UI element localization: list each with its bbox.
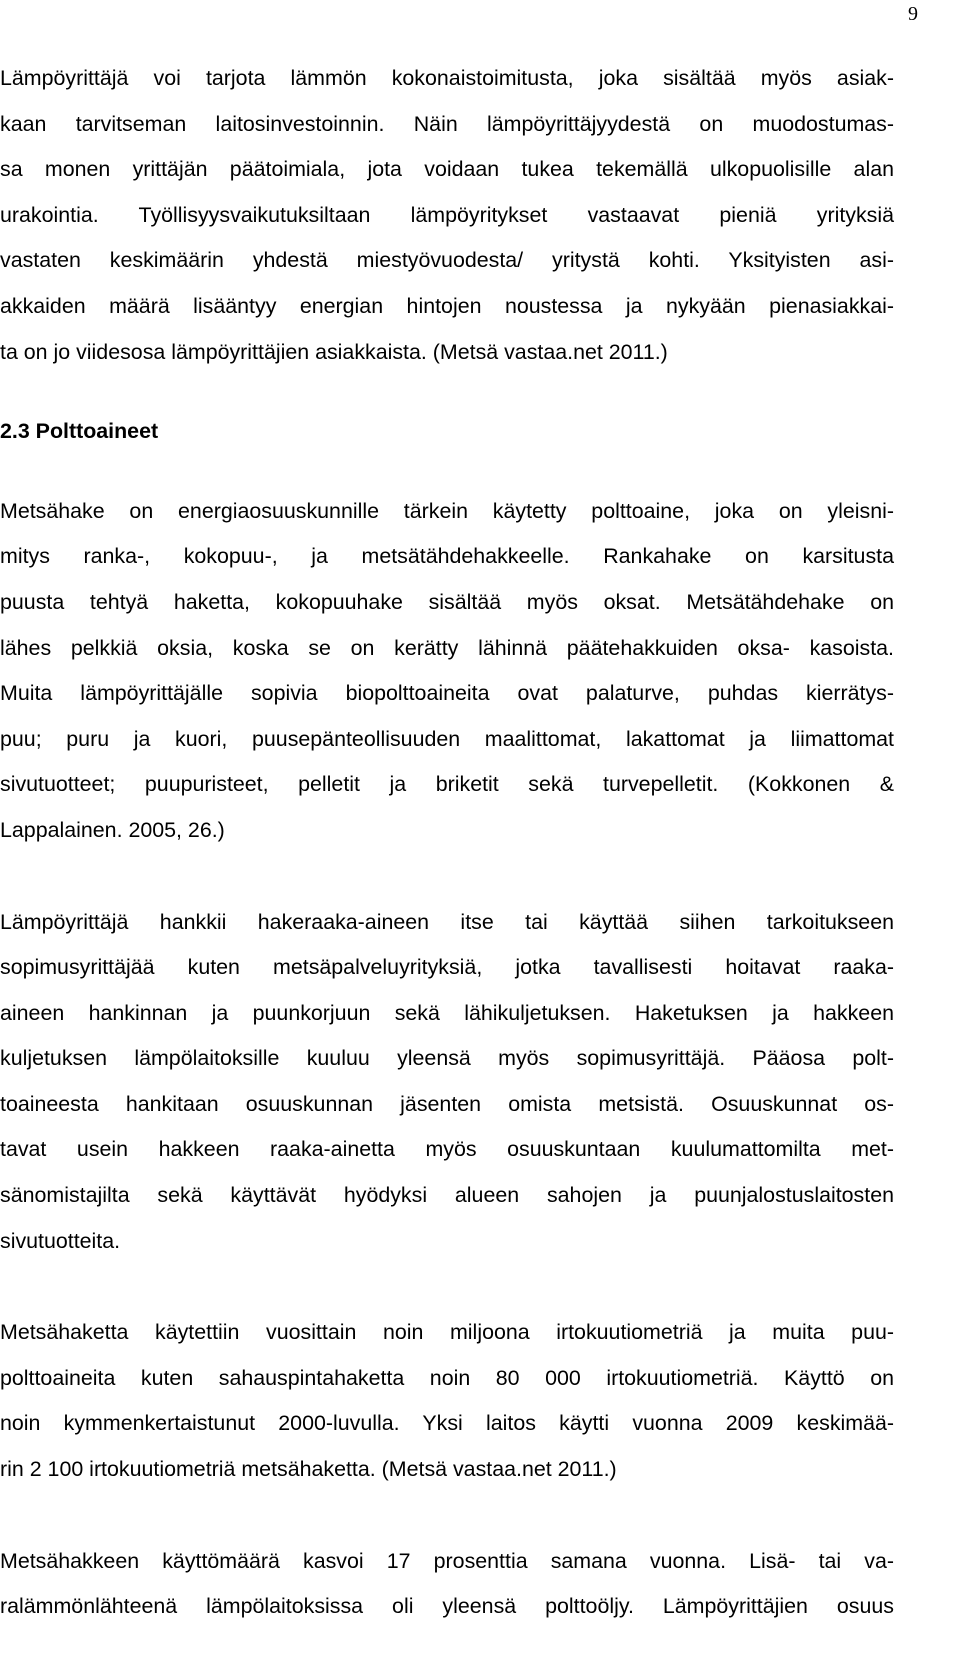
section-heading: 2.3 Polttoaineet	[0, 419, 159, 444]
text-line: akkaiden määrä lisääntyy energian hintojen noustessa ja nykyään pienasiakkai-	[0, 293, 894, 318]
text-line: Lappalainen. 2005, 26.)	[0, 817, 225, 842]
spacer	[0, 854, 894, 900]
text-line: puu; puru ja kuori, puusepänteollisuuden maalittomat, lakattomat ja liimattomat	[0, 726, 894, 751]
text-line: Metsähakkeen käyttömäärä kasvoi 17 prosenttia samana vuonna. Lisä- tai va-	[0, 1548, 894, 1573]
paragraph-kasvu	[0, 1539, 894, 1630]
text-line: kuljetuksen lämpölaitoksille kuuluu yleensä myös sopimusyrittäjä. Pääosa polt-	[0, 1046, 894, 1071]
text-line: mitys ranka-, kokopuu-, ja metsätähdehakkeelle. Rankahake on karsitusta	[0, 544, 894, 569]
text-line: aineen hankinnan ja puunkorjuun sekä lähikuljetuksen. Haketuksen ja hakkeen	[0, 1000, 894, 1025]
text-line: urakointia. Työllisyysvaikutuksiltaan lämpöyritykset vastaavat pieniä yrityksiä	[0, 202, 894, 227]
spacer	[0, 1264, 894, 1310]
text-line: puusta tehtyä haketta, kokopuuhake sisältää myös oksat. Metsätähdehake on	[0, 589, 894, 614]
document-body	[0, 56, 894, 1630]
text-line: sivutuotteet; puupuristeet, pelletit ja briketit sekä turvepelletit. (Kokkonen &	[0, 772, 894, 797]
text-line: sänomistajilta sekä käyttävät hyödyksi alueen sahojen ja puunjalostuslaitosten	[0, 1183, 894, 1208]
text-line: lähes pelkkiä oksia, koska se on kerätty lähinnä päätehakkuiden oksa- kasoista.	[0, 635, 894, 660]
text-line: rin 2 100 irtokuutiometriä metsähaketta. (Metsä vastaa.net 2011.)	[0, 1457, 617, 1482]
text-line: sivutuotteita.	[0, 1228, 121, 1253]
text-line: vastaten keskimäärin yhdestä miestyövuodesta/ yritystä kohti. Yksityisten asi-	[0, 248, 894, 273]
spacer	[0, 375, 894, 409]
page-number: 9	[908, 3, 918, 25]
text-line: Lämpöyrittäjä hankkii hakeraaka-aineen itse tai käyttää siihen tarkoitukseen	[0, 909, 894, 934]
text-line: sopimusyrittäjää kuten metsäpalveluyrityksiä, jotka tavallisesti hoitavat raaka-	[0, 955, 894, 980]
text-line: ralämmönlähteenä lämpölaitoksissa oli yleensä polttoöljy. Lämpöyrittäjien osuus	[0, 1594, 894, 1619]
paragraph-hakeraaka-aine	[0, 900, 894, 1265]
text-line: noin kymmenkertaistunut 2000-luvulla. Yksi laitos käytti vuonna 2009 keskimää-	[0, 1411, 894, 1436]
text-line: toaineesta hankitaan osuuskunnan jäsenten omista metsistä. Osuuskunnat os-	[0, 1091, 894, 1116]
paragraph-kayttomaarat	[0, 1310, 894, 1492]
text-line: polttoaineita kuten sahauspintahaketta noin 80 000 irtokuutiometriä. Käyttö on	[0, 1365, 894, 1390]
spacer	[0, 455, 894, 489]
text-line: Muita lämpöyrittäjälle sopivia biopolttoaineita ovat palaturve, puhdas kierrätys-	[0, 681, 894, 706]
text-line: tavat usein hakkeen raaka-ainetta myös osuuskuntaan kuulumattomilta met-	[0, 1137, 894, 1162]
text-line: Lämpöyrittäjä voi tarjota lämmön kokonaistoimitusta, joka sisältää myös asiak-	[0, 66, 894, 90]
paragraph-metsahake	[0, 489, 894, 854]
text-line: ta on jo viidesosa lämpöyrittäjien asiakkaista. (Metsä vastaa.net 2011.)	[0, 339, 668, 364]
paragraph-lampoyrittaja-kokonaistoimitus	[0, 56, 894, 375]
text-line: kaan tarvitseman laitosinvestoinnin. Näin lämpöyrittäjyydestä on muodostumas-	[0, 111, 894, 136]
text-line: Metsähaketta käytettiin vuosittain noin miljoona irtokuutiometriä ja muita puu-	[0, 1320, 894, 1345]
text-line: Metsähake on energiaosuuskunnille tärkein käytetty polttoaine, joka on yleisni-	[0, 498, 894, 523]
text-line: sa monen yrittäjän päätoimiala, jota voidaan tukea tekemällä ulkopuolisille alan	[0, 157, 894, 182]
spacer	[0, 1493, 894, 1539]
